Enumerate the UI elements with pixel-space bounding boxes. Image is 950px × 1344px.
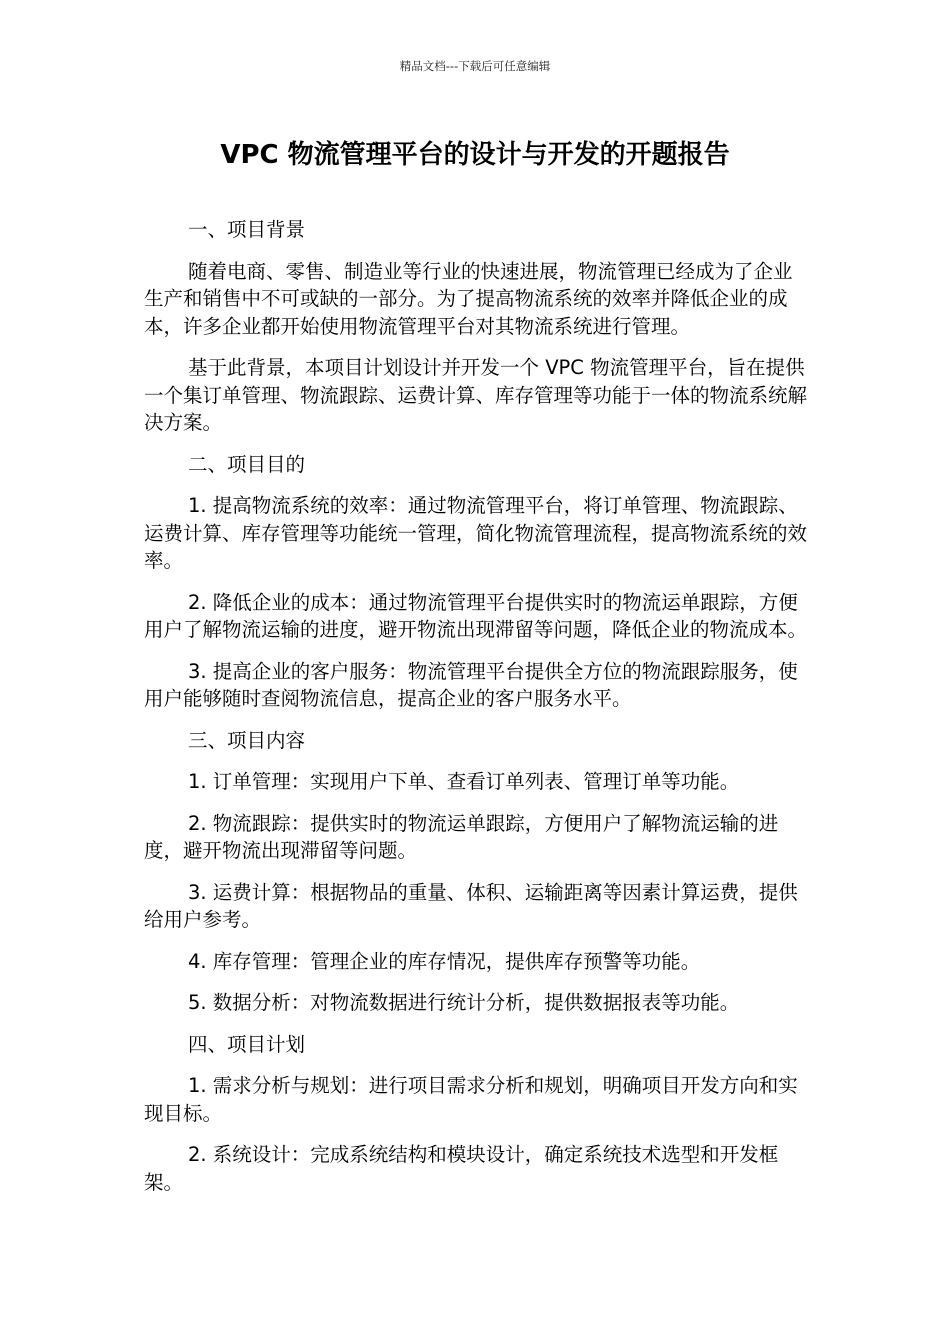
paragraph: 基于此背景，本项目计划设计并开发一个 VPC 物流管理平台，旨在提供一个集订单管理、物流跟踪、运费计算、库存管理等功能于一体的物流系统解决方案。 — [144, 356, 808, 434]
list-item: 4. 库存管理：管理企业的库存情况，提供库存预警等功能。 — [188, 949, 701, 973]
paragraph: 随着电商、零售、制造业等行业的快速进展，物流管理已经成为了企业生产和销售中不可或缺的一部分。为了提高物流系统的效率并降低企业的成本，许多企业都开始使用物流管理平台对其物流系统进行管理。 — [144, 259, 793, 338]
list-item: 2. 系统设计：完成系统结构和模块设计，确定系统技术选型和开发框架。 — [144, 1143, 779, 1194]
list-item: 1. 订单管理：实现用户下单、查看订单列表、管理订单等功能。 — [188, 770, 740, 793]
section-heading-plan: 四、项目计划 — [188, 1032, 306, 1056]
document-body — [144, 216, 808, 1210]
list-item: 3. 提高企业的客户服务：物流管理平台提供全方位的物流跟踪服务，使用户能够随时查阅物流信息，提高企业的客户服务水平。 — [144, 659, 798, 710]
section-heading-purpose: 二、项目目的 — [188, 452, 306, 476]
list-item: 3. 运费计算：根据物品的重量、体积、运输距离等因素计算运费，提供给用户参考。 — [144, 880, 798, 931]
page-header: 精品文档---下载后可任意编辑 — [399, 59, 551, 73]
list-item: 2. 降低企业的成本：通过物流管理平台提供实时的物流运单跟踪，方便用户了解物流运输的进度，避开物流出现滞留等问题，降低企业的物流成本。 — [144, 590, 808, 641]
list-item: 5. 数据分析：对物流数据进行统计分析，提供数据报表等功能。 — [188, 991, 740, 1014]
section-heading-content: 三、项目内容 — [188, 728, 306, 752]
document-title: VPC 物流管理平台的设计与开发的开题报告 — [220, 140, 730, 170]
list-item: 1. 提高物流系统的效率：通过物流管理平台，将订单管理、物流跟踪、运费计算、库存管理等功能统一管理，简化物流管理流程，提高物流系统的效率。 — [144, 494, 808, 572]
list-item: 1. 需求分析与规划：进行项目需求分析和规划，明确项目开发方向和实现目标。 — [144, 1074, 798, 1125]
section-heading-background: 一、项目背景 — [188, 218, 306, 241]
list-item: 2. 物流跟踪：提供实时的物流运单跟踪，方便用户了解物流运输的进度，避开物流出现滞留等问题。 — [144, 811, 779, 862]
